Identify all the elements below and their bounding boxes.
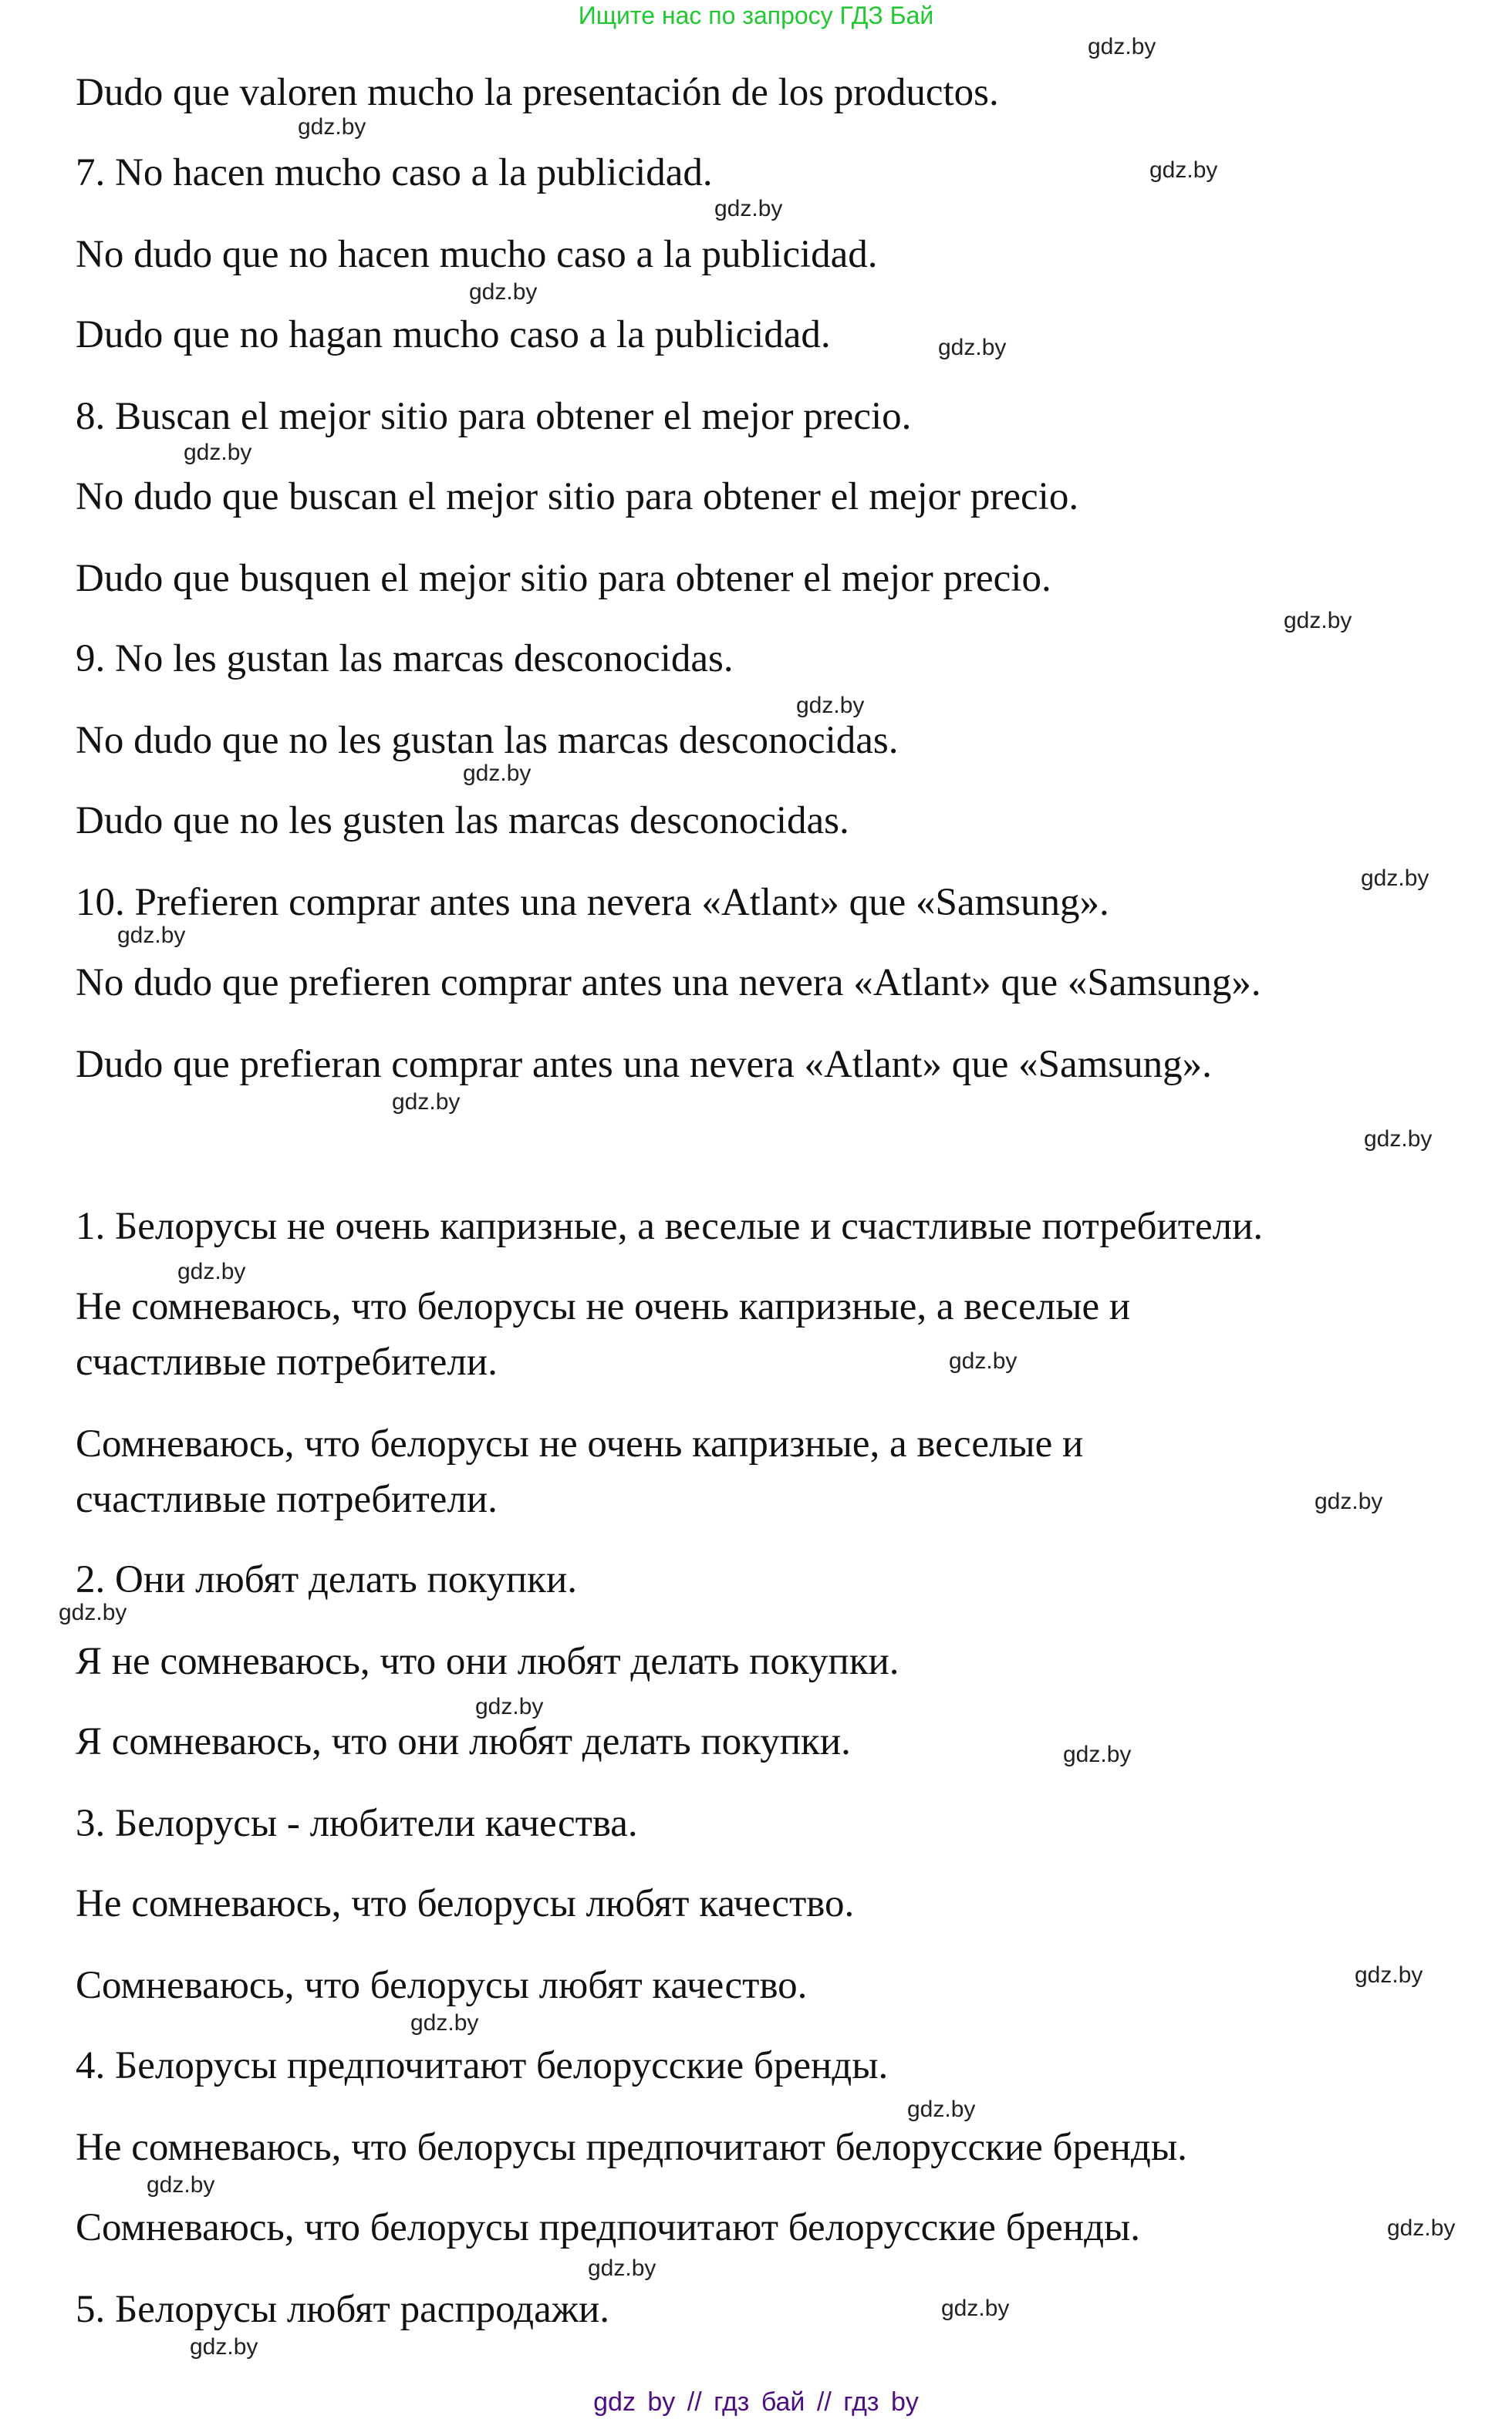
watermark: gdz.by — [949, 1348, 1018, 1374]
text-line: счастливые потребители. — [76, 1478, 498, 1521]
watermark: gdz.by — [298, 114, 366, 140]
text-line: 10. Prefieren comprar antes una nevera «Atlant» que «Samsung». — [76, 881, 1109, 924]
text-line: Dudo que valoren mucho la presentación de los productos. — [76, 71, 999, 114]
watermark: gdz.by — [1387, 2215, 1456, 2241]
text-line: 8. Buscan el mejor sitio para obtener el mejor precio. — [76, 395, 912, 438]
watermark: gdz.by — [941, 2296, 1010, 2321]
watermark: gdz.by — [1361, 865, 1429, 891]
text-line: Сомневаюсь, что белорусы предпочитают белорусские бренды. — [76, 2206, 1141, 2249]
watermark: gdz.by — [147, 2172, 215, 2198]
text-line: No dudo que no hacen mucho caso a la publicidad. — [76, 233, 878, 276]
text-line: No dudo que no les gustan las marcas desconocidas. — [76, 719, 899, 762]
watermark: gdz.by — [1355, 1962, 1423, 1988]
watermark: gdz.by — [796, 693, 865, 718]
text-line: 9. No les gustan las marcas desconocidas. — [76, 637, 734, 680]
text-line: 4. Белорусы предпочитают белорусские бренды. — [76, 2044, 889, 2087]
watermark: gdz.by — [392, 1089, 461, 1115]
watermark: gdz.by — [714, 196, 783, 221]
watermark: gdz.by — [1149, 157, 1218, 183]
watermark: gdz.by — [475, 1694, 544, 1719]
text-line: 1. Белорусы не очень капризные, а веселые и счастливые потребители. — [76, 1205, 1264, 1248]
text-line: Я сомневаюсь, что они любят делать покупки. — [76, 1720, 851, 1763]
text-line: Dudo que prefieran comprar antes una nevera «Atlant» que «Samsung». — [76, 1043, 1212, 1086]
watermark: gdz.by — [469, 279, 538, 305]
watermark: gdz.by — [1284, 608, 1352, 633]
text-line: 2. Они любят делать покупки. — [76, 1558, 578, 1601]
watermark: gdz.by — [1088, 34, 1156, 59]
search-banner: Ищите нас по запросу ГДЗ Бай — [578, 2, 934, 29]
watermark: gdz.by — [1315, 1489, 1383, 1514]
text-line: Не сомневаюсь, что белорусы предпочитают белорусские бренды. — [76, 2126, 1187, 2169]
text-line: 7. No hacen mucho caso a la publicidad. — [76, 151, 713, 194]
text-line: Dudo que no hagan mucho caso a la publicidad. — [76, 313, 831, 356]
watermark: gdz.by — [463, 761, 532, 786]
text-line: Не сомневаюсь, что белорусы любят качество. — [76, 1882, 855, 1925]
watermark: gdz.by — [1063, 1742, 1132, 1767]
watermark: gdz.by — [938, 335, 1007, 360]
text-line: 5. Белорусы любят распродажи. — [76, 2288, 610, 2331]
text-line: Не сомневаюсь, что белорусы не очень капризные, а веселые и — [76, 1285, 1131, 1328]
text-line: Я не сомневаюсь, что они любят делать покупки. — [76, 1640, 899, 1683]
footer-watermark: gdz by // гдз бай // гдз by — [593, 2387, 919, 2417]
text-line: No dudo que prefieren comprar antes una nevera «Atlant» que «Samsung». — [76, 961, 1261, 1004]
text-line: Dudo que busquen el mejor sitio para obtener el mejor precio. — [76, 557, 1051, 600]
text-line: Dudo que no les gusten las marcas desconocidas. — [76, 799, 849, 842]
text-line: Сомневаюсь, что белорусы любят качество. — [76, 1964, 808, 2007]
watermark: gdz.by — [117, 923, 186, 948]
text-line: 3. Белорусы - любители качества. — [76, 1802, 638, 1845]
watermark: gdz.by — [184, 440, 252, 465]
watermark: gdz.by — [907, 2097, 976, 2122]
watermark: gdz.by — [59, 1600, 127, 1625]
text-line: счастливые потребители. — [76, 1341, 498, 1384]
watermark: gdz.by — [588, 2255, 656, 2281]
watermark: gdz.by — [190, 2334, 258, 2360]
text-line: Сомневаюсь, что белорусы не очень капризные, а веселые и — [76, 1422, 1084, 1466]
text-line: No dudo que buscan el mejor sitio para obtener el mejor precio. — [76, 475, 1079, 518]
watermark: gdz.by — [1364, 1126, 1433, 1152]
watermark: gdz.by — [177, 1259, 246, 1284]
watermark: gdz.by — [410, 2010, 479, 2036]
